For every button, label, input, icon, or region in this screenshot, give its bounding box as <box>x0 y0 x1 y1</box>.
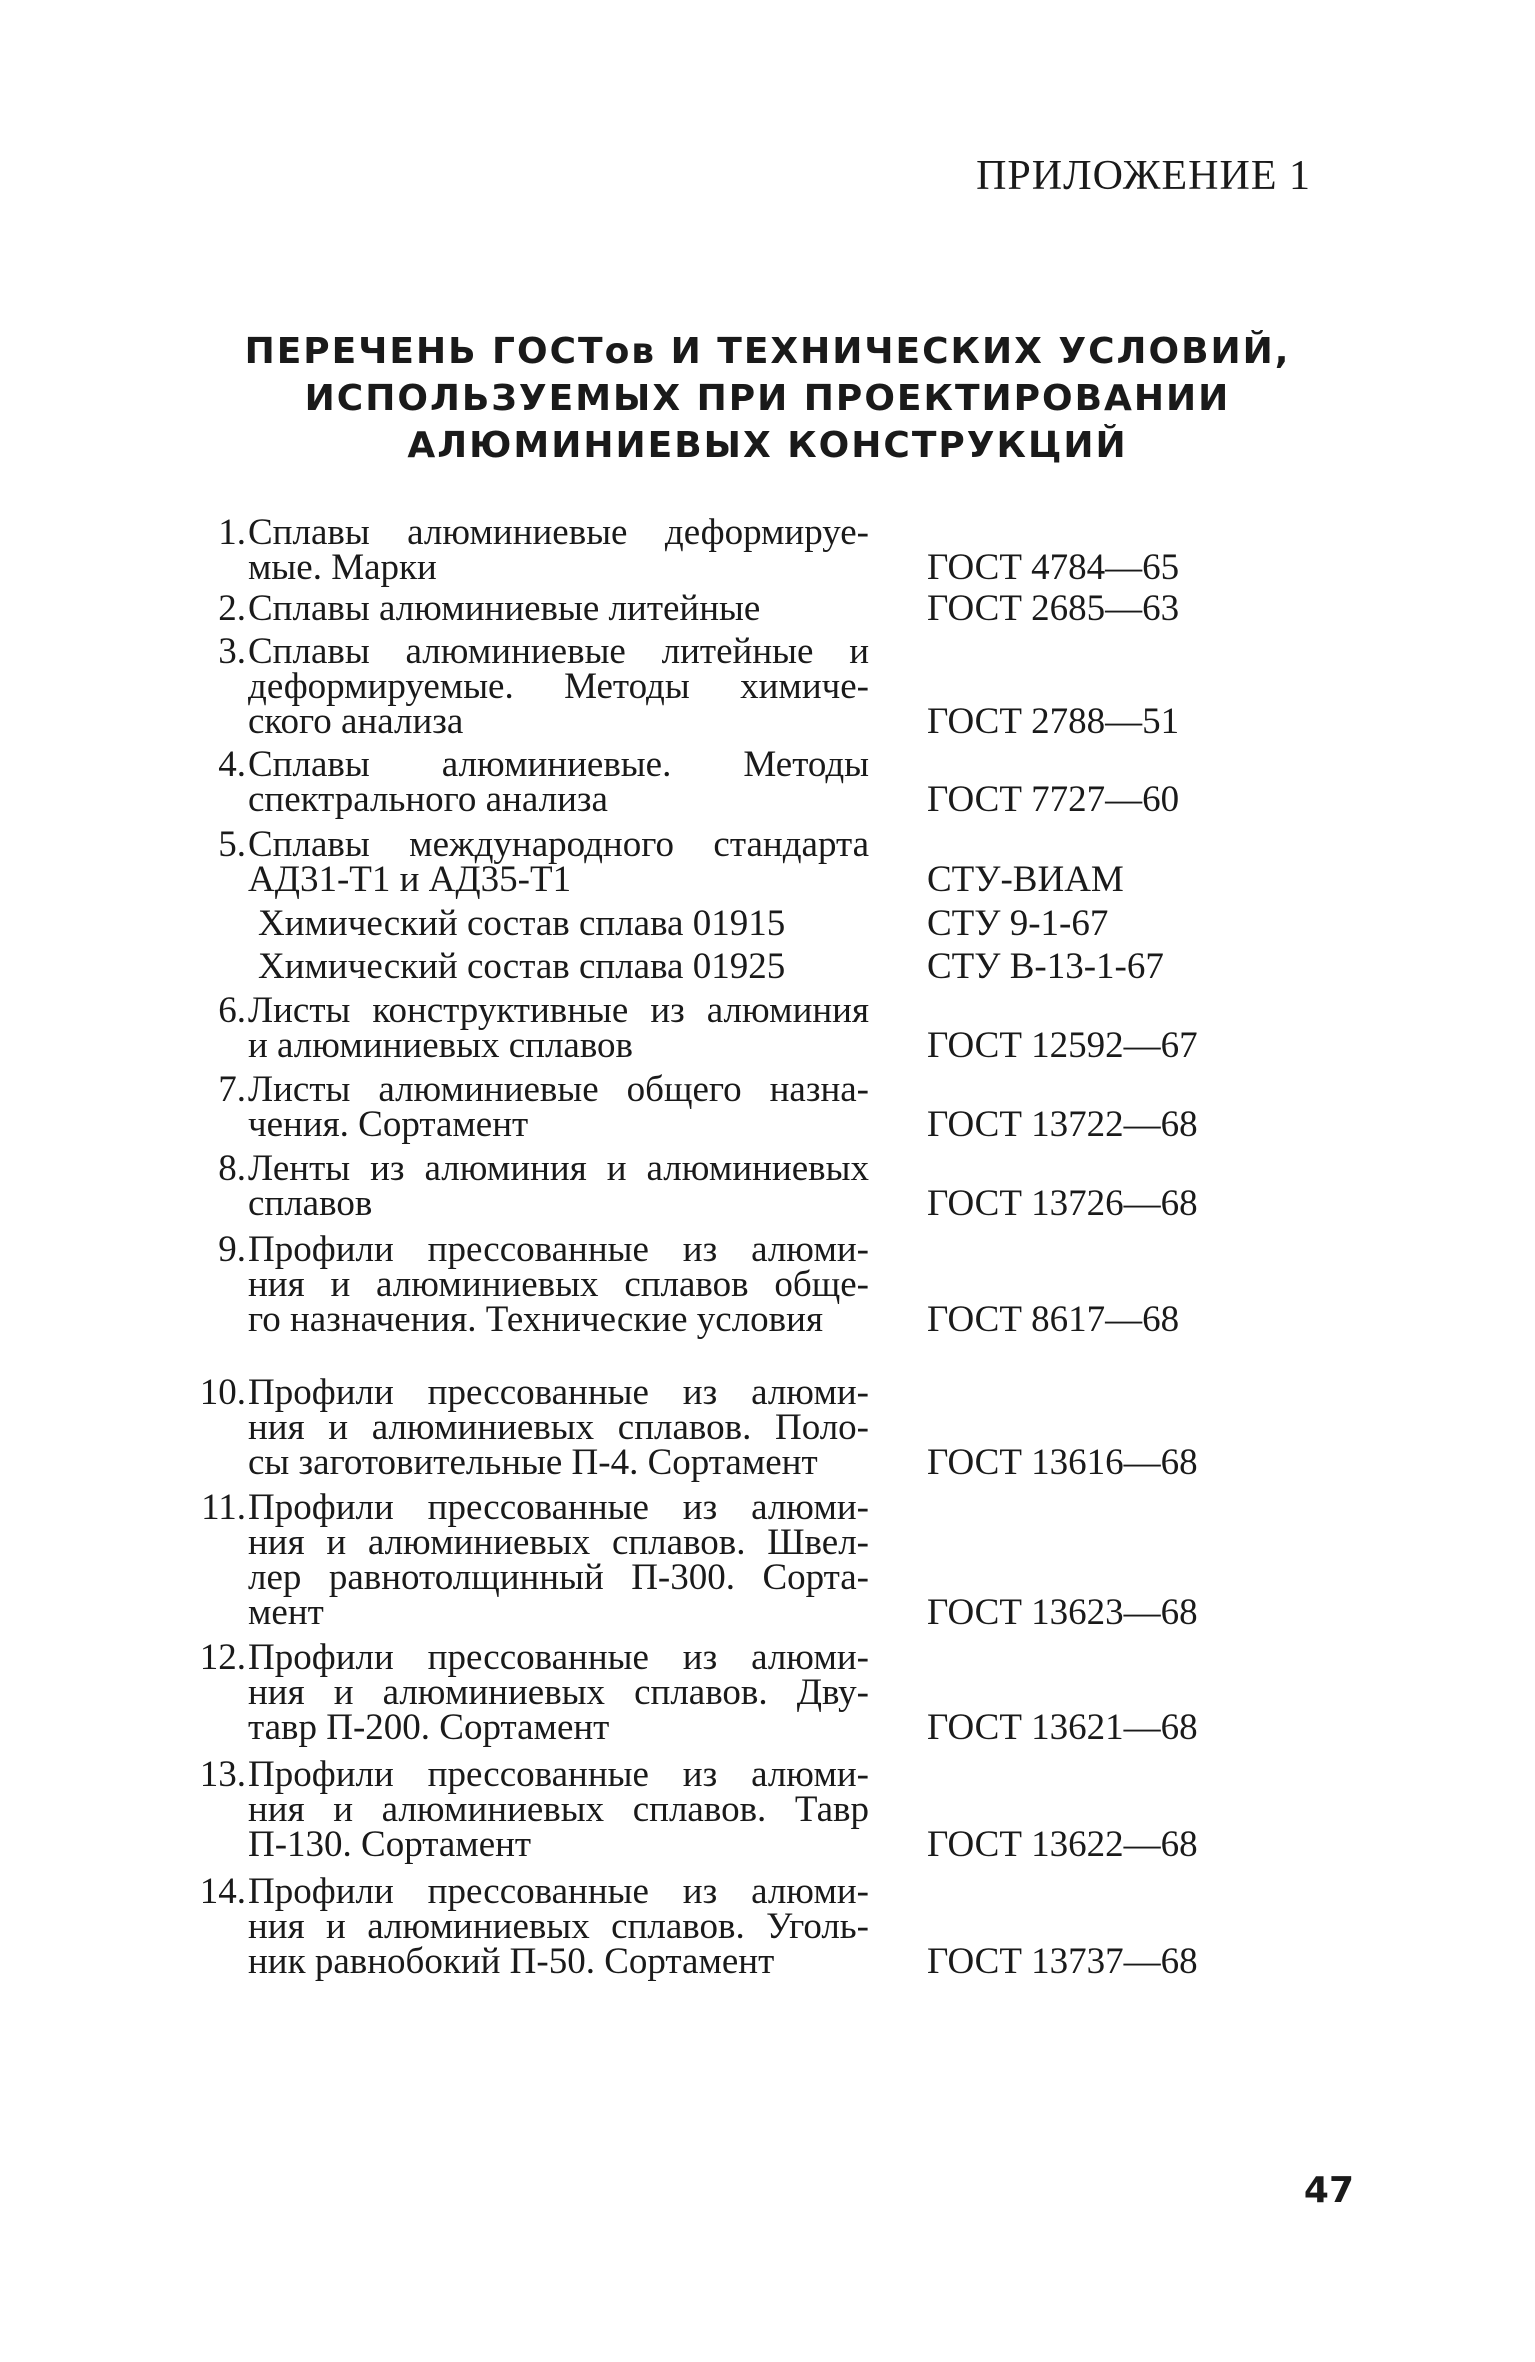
item-number: 8. <box>218 1148 246 1189</box>
description-line: Сплавы алюминиевые. Методы <box>248 744 869 785</box>
description-line: Профили прессованные из алюми- <box>248 1754 869 1795</box>
item-number: 4. <box>218 744 246 785</box>
description-line: Профили прессованные из алюми- <box>248 1372 869 1413</box>
item-description <box>248 1871 869 1982</box>
list-item <box>0 824 1535 900</box>
page-number: 47 <box>1303 2170 1354 2211</box>
standard-code: СТУ 9-1-67 <box>927 903 1109 944</box>
standard-code: ГОСТ 13622—68 <box>927 1824 1198 1865</box>
item-description <box>248 1754 869 1865</box>
description-line: Химический состав сплава 01925 <box>258 946 786 987</box>
title-line: ИСПОЛЬЗУЕМЫХ ПРИ ПРОЕКТИРОВАНИИ <box>304 378 1231 419</box>
description-line: сы заготовительные П-4. Сортамент <box>248 1442 818 1483</box>
list-item <box>0 512 1535 588</box>
page-title <box>0 328 1535 469</box>
description-line: спектрального анализа <box>248 779 608 820</box>
list-item <box>0 1372 1535 1483</box>
item-number: 2. <box>218 588 246 629</box>
item-number: 12. <box>199 1637 246 1678</box>
item-description <box>248 1372 869 1483</box>
item-description <box>248 1229 869 1340</box>
appendix-label: ПРИЛОЖЕНИЕ 1 <box>976 153 1311 199</box>
item-number: 7. <box>218 1069 246 1110</box>
list-item <box>0 1069 1535 1145</box>
standard-code: ГОСТ 7727—60 <box>927 779 1180 820</box>
item-number: 1. <box>218 512 246 553</box>
description-line: сплавов <box>248 1183 373 1224</box>
item-description <box>248 1148 869 1224</box>
description-line: Сплавы алюминиевые литейные <box>248 588 761 629</box>
list-item <box>0 1637 1535 1748</box>
standard-code: ГОСТ 2685—63 <box>927 588 1180 629</box>
standard-code: ГОСТ 13616—68 <box>927 1442 1198 1483</box>
description-line: АД31-Т1 и АД35-Т1 <box>248 859 572 900</box>
description-line: Ленты из алюминия и алюминиевых <box>248 1148 869 1189</box>
list-item <box>0 744 1535 820</box>
item-description <box>248 744 869 820</box>
description-line: лер равнотолщинный П-300. Сорта- <box>248 1557 869 1598</box>
description-line: Сплавы алюминиевые деформируе- <box>248 512 869 553</box>
description-line: Сплавы алюминиевые литейные и <box>248 631 869 672</box>
standard-code: ГОСТ 13621—68 <box>927 1707 1198 1748</box>
item-description <box>258 903 869 944</box>
item-number: 13. <box>199 1754 246 1795</box>
item-number: 9. <box>218 1229 246 1270</box>
item-number: 6. <box>218 990 246 1031</box>
item-description <box>248 824 869 900</box>
description-line: Профили прессованные из алюми- <box>248 1637 869 1678</box>
description-line: и алюминиевых сплавов <box>248 1025 634 1066</box>
list-item <box>0 588 1535 629</box>
item-number: 3. <box>218 631 246 672</box>
list-item <box>0 946 1535 987</box>
description-line: го назначения. Технические условия <box>248 1299 823 1340</box>
list-item <box>0 1487 1535 1633</box>
description-line: ния и алюминиевых сплавов обще- <box>248 1264 869 1305</box>
title-line: ПЕРЕЧЕНЬ ГОСТов И ТЕХНИЧЕСКИХ УСЛОВИЙ, <box>244 331 1291 372</box>
description-line: ского анализа <box>248 701 464 742</box>
description-line: ния и алюминиевых сплавов. Уголь- <box>248 1906 869 1947</box>
item-description <box>248 512 869 588</box>
item-description <box>248 588 869 629</box>
item-number: 14. <box>199 1871 246 1912</box>
standard-code: СТУ В-13-1-67 <box>927 946 1164 987</box>
description-line: деформируемые. Методы химиче- <box>248 666 869 707</box>
item-description <box>248 990 869 1066</box>
description-line: Профили прессованные из алюми- <box>248 1487 869 1528</box>
description-line: Листы конструктивные из алюминия <box>248 990 869 1031</box>
standard-code: ГОСТ 13722—68 <box>927 1104 1198 1145</box>
description-line: мент <box>248 1592 324 1633</box>
description-line: Химический состав сплава 01915 <box>258 903 786 944</box>
item-description <box>248 631 869 742</box>
standard-code: ГОСТ 2788—51 <box>927 701 1180 742</box>
description-line: ния и алюминиевых сплавов. Швел- <box>248 1522 869 1563</box>
standard-code: ГОСТ 13726—68 <box>927 1183 1198 1224</box>
standard-code: ГОСТ 13737—68 <box>927 1941 1198 1982</box>
description-line: Профили прессованные из алюми- <box>248 1229 869 1270</box>
item-description <box>258 946 869 987</box>
list-item <box>0 1148 1535 1224</box>
list-item <box>0 1229 1535 1340</box>
item-number: 5. <box>218 824 246 865</box>
list-item <box>0 903 1535 944</box>
description-line: тавр П-200. Сортамент <box>248 1707 610 1748</box>
description-line: Сплавы международного стандарта <box>248 824 869 865</box>
description-line: П-130. Сортамент <box>248 1824 532 1865</box>
title-line: АЛЮМИНИЕВЫХ КОНСТРУКЦИЙ <box>407 425 1128 466</box>
item-number: 10. <box>199 1372 246 1413</box>
description-line: ния и алюминиевых сплавов. Тавр <box>248 1789 869 1830</box>
description-line: Листы алюминиевые общего назна- <box>248 1069 869 1110</box>
standard-code: ГОСТ 8617—68 <box>927 1299 1180 1340</box>
item-description <box>248 1637 869 1748</box>
standard-code: ГОСТ 4784—65 <box>927 547 1180 588</box>
description-line: чения. Сортамент <box>248 1104 529 1145</box>
description-line: ния и алюминиевых сплавов. Дву- <box>248 1672 869 1713</box>
standard-code: ГОСТ 12592—67 <box>927 1025 1198 1066</box>
description-line: Профили прессованные из алюми- <box>248 1871 869 1912</box>
standard-code: ГОСТ 13623—68 <box>927 1592 1198 1633</box>
list-item <box>0 990 1535 1066</box>
description-line: ник равнобокий П-50. Сортамент <box>248 1941 775 1982</box>
list-item <box>0 1871 1535 1982</box>
item-description <box>248 1069 869 1145</box>
item-description <box>248 1487 869 1633</box>
list-item <box>0 1754 1535 1865</box>
standards-list <box>0 512 1535 1982</box>
list-item <box>0 631 1535 742</box>
description-line: мые. Марки <box>248 547 437 588</box>
standard-code: СТУ-ВИАМ <box>927 859 1124 900</box>
item-number: 11. <box>201 1487 246 1528</box>
description-line: ния и алюминиевых сплавов. Поло- <box>248 1407 869 1448</box>
